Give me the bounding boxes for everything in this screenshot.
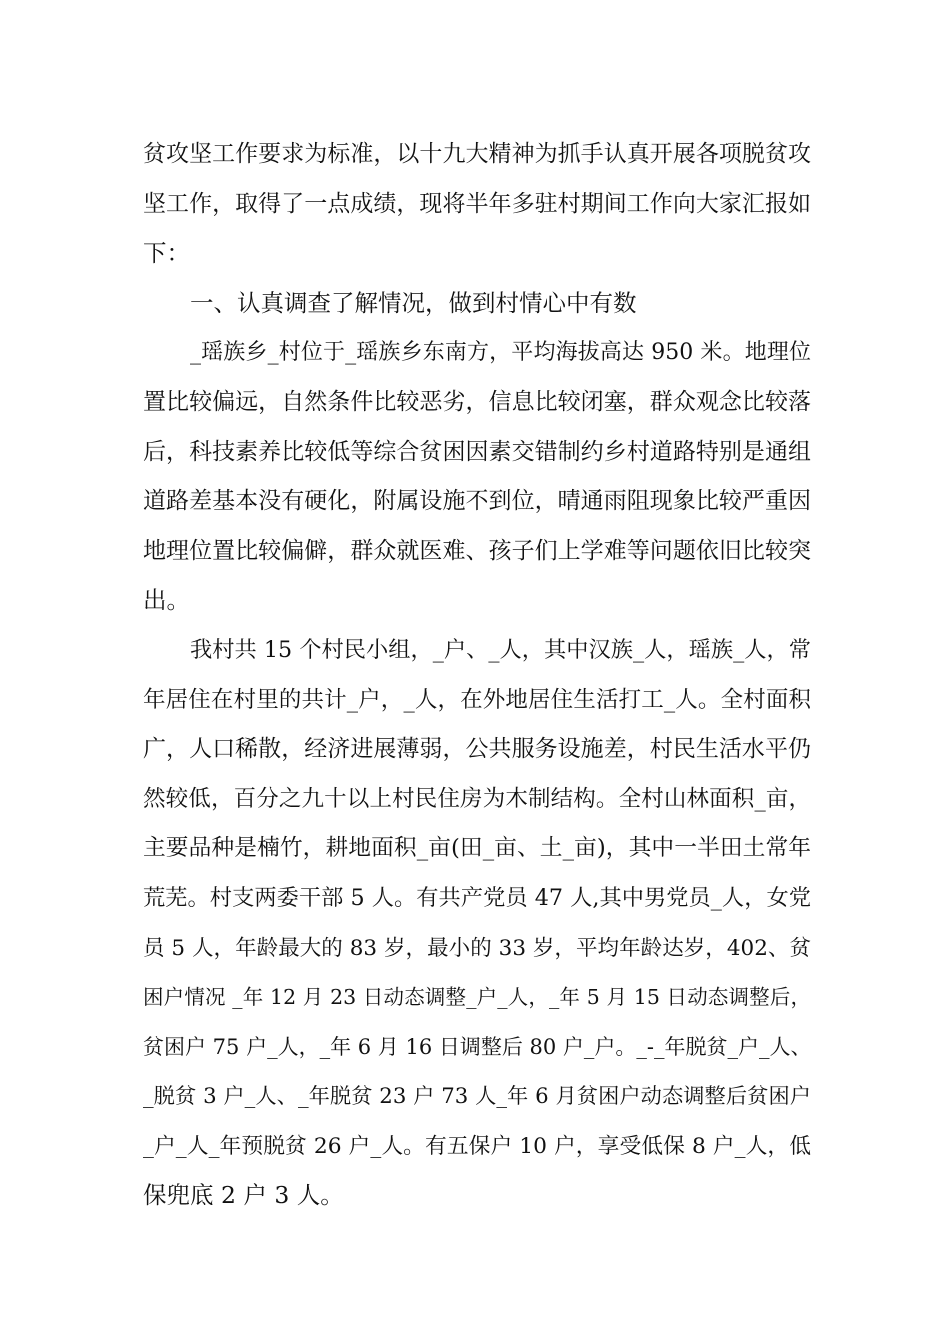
text-line: 困户情况 _年 12 月 23 日动态调整_户_人，_年 5 月 15 日动态调整后，: [143, 985, 811, 1010]
text-line: 后，科技素养比较低等综合贫困因素交错制约乡村道路特别是通组: [143, 438, 811, 465]
text-line: 广，人口稀散，经济进展薄弱，公共服务设施差，村民生活水平仍: [143, 736, 811, 763]
text-line: 出。: [143, 586, 190, 615]
text-line: 然较低，百分之九十以上村民住房为木制结构。全村山林面积_亩，: [143, 785, 811, 812]
text-line: 荒芜。村支两委干部 5 人。有共产党员 47 人,其中男党员_人，女党: [143, 884, 811, 911]
text-line: 一、认真调查了解情况，做到村情心中有数: [190, 288, 637, 317]
text-line: 道路差基本没有硬化，附属设施不到位，晴通雨阻现象比较严重因: [143, 488, 811, 515]
text-line: 贫攻坚工作要求为标准，以十九大精神为抓手认真开展各项脱贫攻: [143, 141, 811, 167]
text-line: 坚工作，取得了一点成绩，现将半年多驻村期间工作向大家汇报如: [143, 190, 811, 217]
text-line: 地理位置比较偏僻，群众就医难、孩子们上学难等问题依旧比较突: [143, 537, 811, 564]
document-body: [143, 130, 811, 1221]
text-line: 我村共 15 个村民小组，_户、_人，其中汉族_人，瑶族_人，常: [190, 636, 811, 663]
text-line: _瑶族乡_村位于_瑶族乡东南方，平均海拔高达 950 米。地理位: [190, 340, 811, 366]
text-line: 员 5 人，年龄最大的 83 岁，最小的 33 岁，平均年龄达岁，402、贫: [143, 935, 811, 961]
text-line: 主要品种是楠竹，耕地面积_亩(田_亩、土_亩)，其中一半田土常年: [143, 835, 811, 862]
text-line: _户_人_年预脱贫 26 户_人。有五保户 10 户，享受低保 8 户_人，低: [143, 1133, 811, 1159]
text-line: 下：: [143, 239, 190, 268]
text-line: _脱贫 3 户_人、_年脱贫 23 户 73 人_年 6 月贫困户动态调整后贫困户: [143, 1084, 811, 1110]
text-line: 置比较偏远，自然条件比较恶劣，信息比较闭塞，群众观念比较落: [143, 388, 811, 415]
text-line: 保兜底 2 户 3 人。: [143, 1181, 344, 1210]
text-line: 贫困户 75 户_人，_年 6 月 16 日调整后 80 户_户。_-_年脱贫_户_人、: [143, 1034, 812, 1059]
text-line: 年居住在村里的共计_户，_人，在外地居住生活打工_人。全村面积: [143, 686, 811, 713]
